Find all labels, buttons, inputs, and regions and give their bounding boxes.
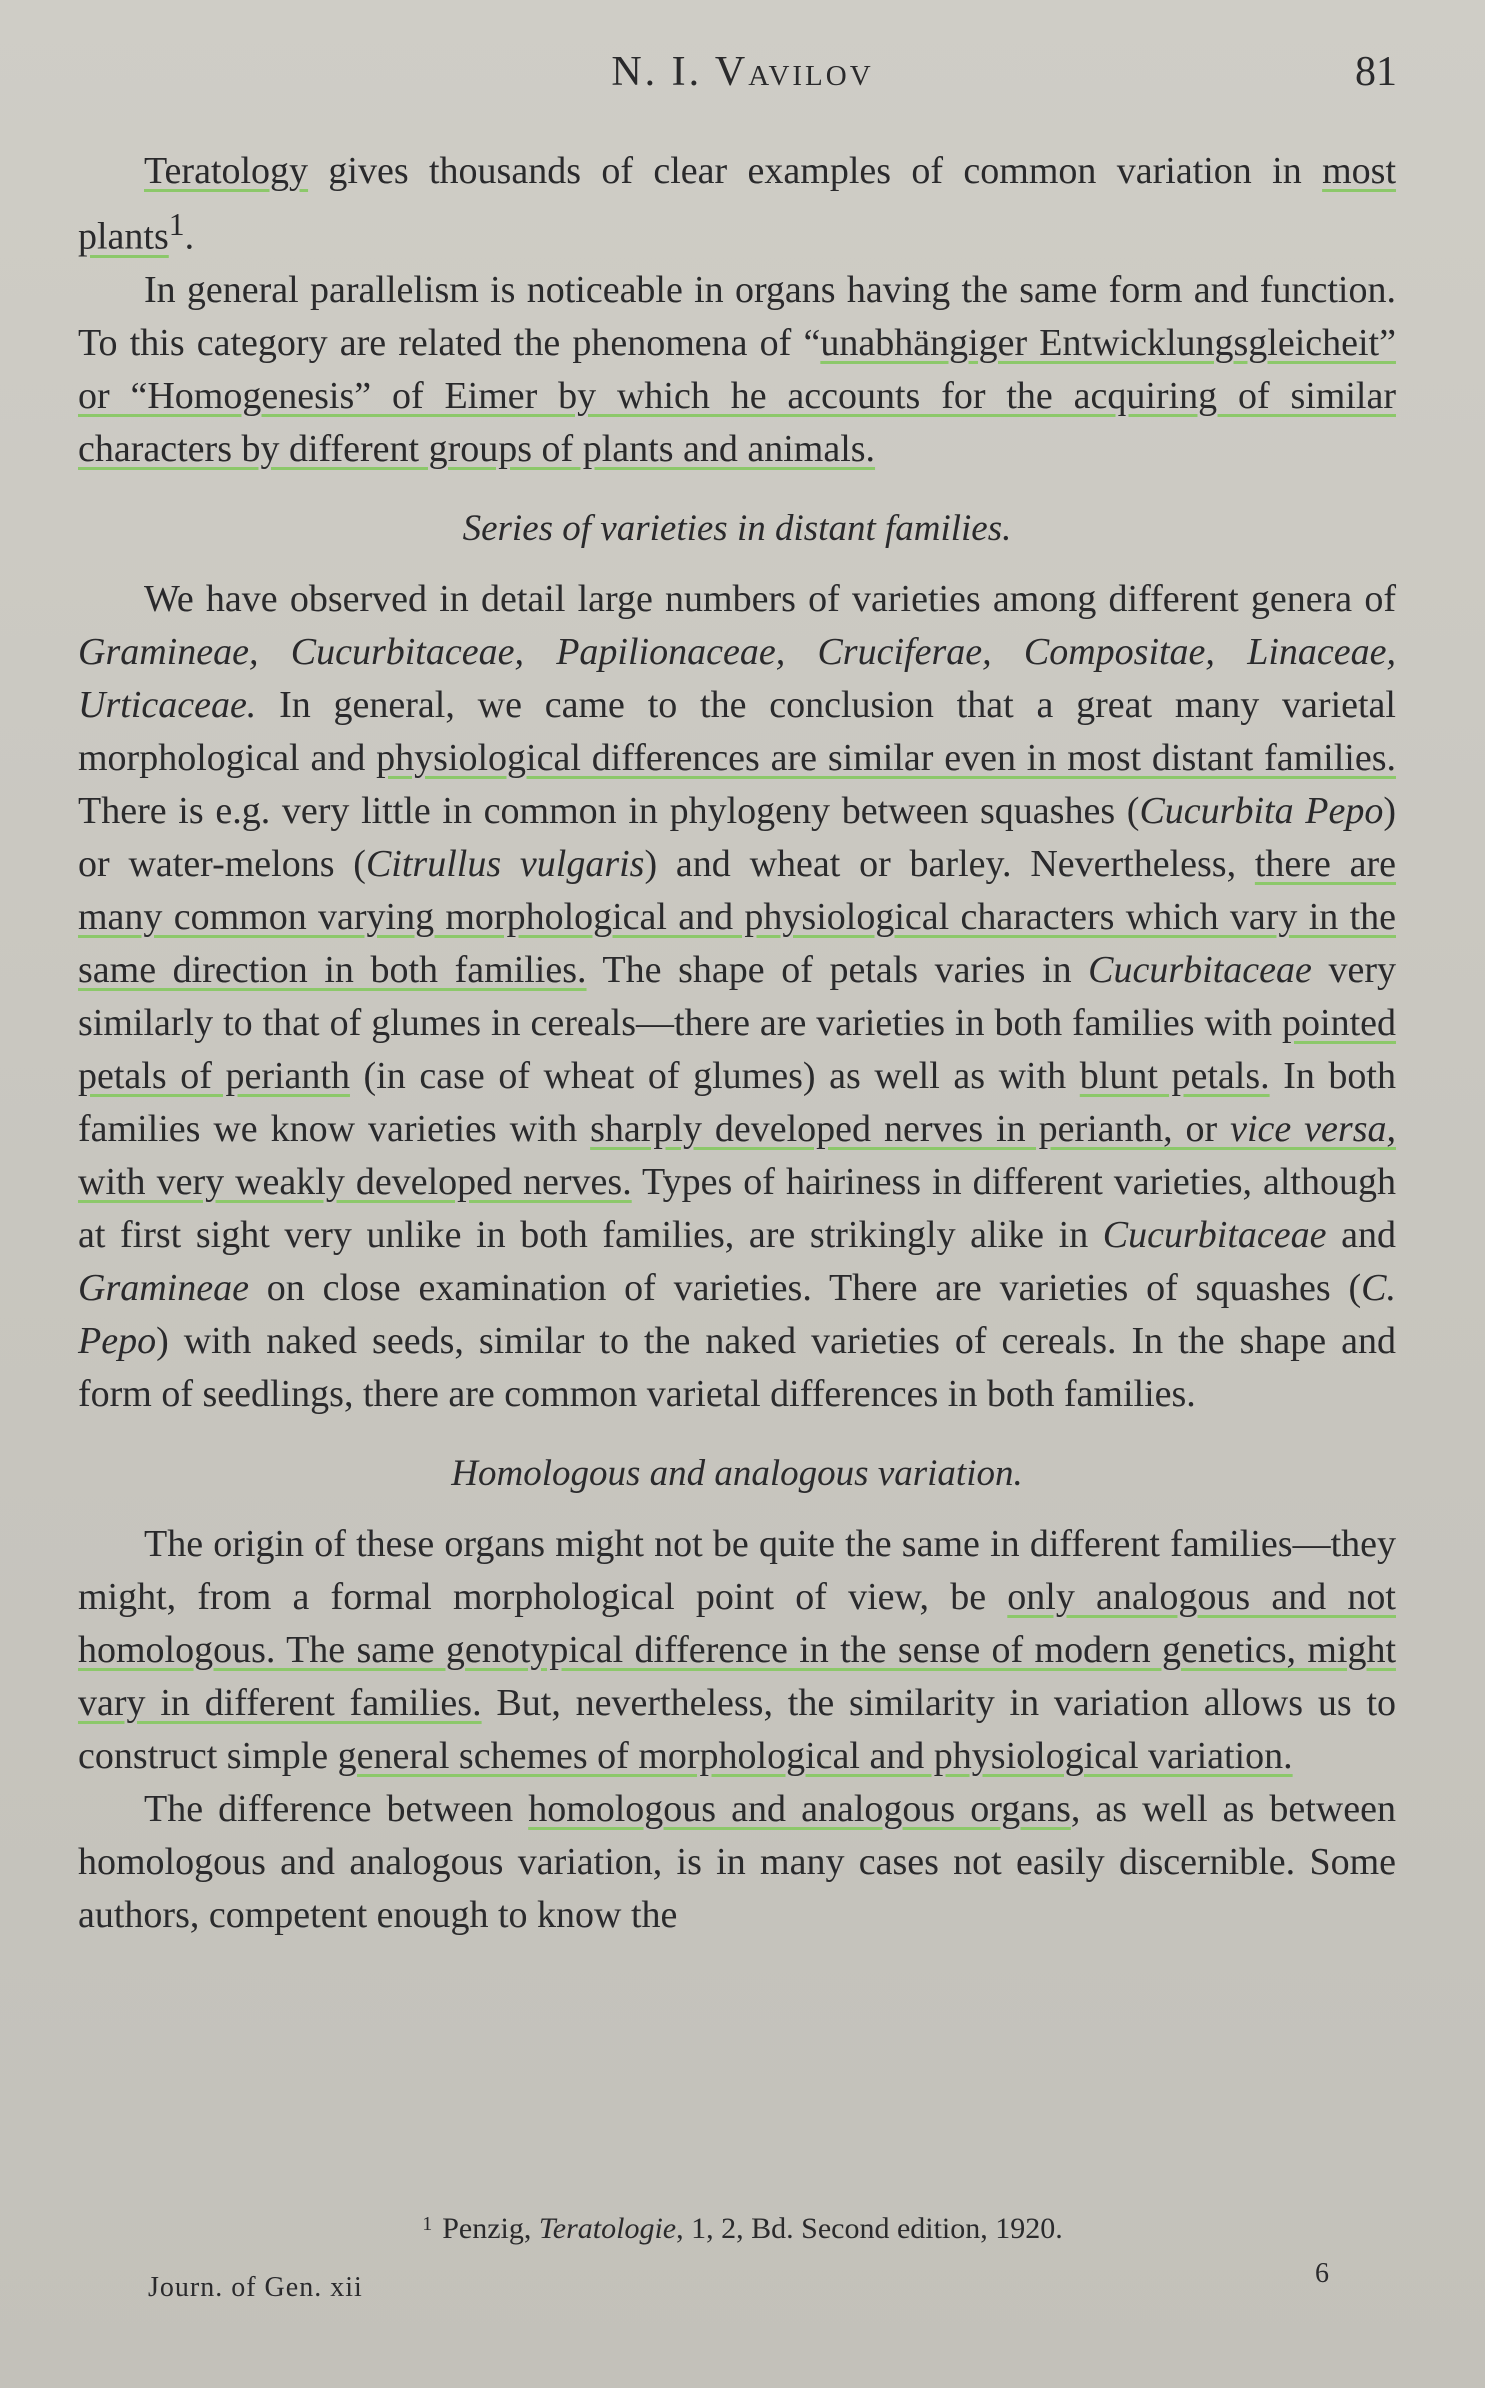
family-name: Cucurbitaceae xyxy=(1102,1213,1327,1256)
underlined-text: pointed petals of perianth xyxy=(78,1001,1396,1097)
vice-versa: vice versa, xyxy=(1230,1107,1396,1150)
genus-list: Gramineae, Cucurbitaceae, Papilionaceae, Cruciferae, Compositae, Linaceae, Urticaceae. xyxy=(78,630,1396,726)
underlined-text: general schemes of morphological and physiological variation. xyxy=(337,1734,1293,1777)
underlined-text: only analogous and not homologous. The same genotypical difference in the sense of modern genetics, might vary in different families. xyxy=(78,1575,1396,1724)
text-run: and xyxy=(1326,1213,1396,1256)
family-name: Gramineae xyxy=(78,1266,249,1309)
underlined-text: with very weakly developed nerves. xyxy=(78,1160,632,1203)
journal-footer: Journ. of Gen. xii xyxy=(148,2272,363,2303)
text-run: , as well as between homologous and analogous variation, is in many cases not easily discernible. Some authors, competent enough to know the xyxy=(78,1787,1396,1936)
underlined-text: physiological differences are similar even in most distant families. xyxy=(376,736,1396,779)
section-title-homologous: Homologous and analogous variation. xyxy=(451,1452,1023,1494)
signature-mark: 6 xyxy=(1315,2258,1329,2289)
section-title-series: Series of varieties in distant families. xyxy=(462,507,1012,549)
text-run: . xyxy=(184,215,195,258)
page-header xyxy=(0,48,1485,108)
running-head: N. I. Vavilov xyxy=(611,49,874,95)
text-run: on close examination of varieties. There are varieties of squashes ( xyxy=(248,1266,1362,1309)
text-run: ) and wheat or barley. Nevertheless, xyxy=(644,842,1255,885)
paragraph-origin xyxy=(78,1518,1396,1783)
family-name: Cucurbitaceae xyxy=(1088,948,1312,991)
underlined-text: most plants xyxy=(78,150,1396,258)
text-run: But, nevertheless, the similarity in variation allows us to construct simple xyxy=(78,1681,1397,1777)
footnote-marker: 1 xyxy=(168,207,185,242)
text-run: Types of hairiness in different varieties, although at first sight very unlike in both families, are strikingly alike in xyxy=(78,1160,1396,1256)
text-run: We have observed in detail large numbers of varieties among different genera of xyxy=(144,577,1396,620)
species-name: Cucurbita Pepo xyxy=(1139,789,1384,832)
text-run: In general, we came to the conclusion that a great many varietal morphological and xyxy=(78,683,1396,779)
footnote-details: , 1, 2, Bd. Second edition, 1920. xyxy=(676,2212,1063,2245)
text-run: (in case of wheat of glumes) as well as with xyxy=(349,1054,1080,1097)
paragraph-varieties xyxy=(78,573,1396,1421)
footnote xyxy=(0,2212,1485,2246)
species-name: C. Pepo xyxy=(78,1266,1396,1362)
text-run: The shape of petals varies in xyxy=(586,948,1089,991)
text-run: very similarly to that of glumes in cereals—there are varieties in both families with xyxy=(78,948,1396,1044)
underlined-text: there are many common varying morphological and physiological characters which vary in the same direction in both families. xyxy=(78,842,1396,991)
underlined-text: homologous and analogous organs xyxy=(528,1787,1071,1830)
page-number: 81 xyxy=(1355,49,1397,95)
footnote-author: Penzig, xyxy=(442,2212,539,2245)
species-name: Citrullus vulgaris xyxy=(365,842,645,885)
footnote-marker: 1 xyxy=(422,2213,433,2235)
text-run: The origin of these organs might not be quite the same in different families—they might, from a formal morphological point of view, be xyxy=(78,1522,1396,1618)
underlined-text: sharply developed nerves in perianth, or xyxy=(590,1107,1231,1150)
text-run: The difference between xyxy=(144,1787,529,1830)
paragraph-teratology xyxy=(78,145,1396,264)
text-run: There is e.g. very little in common in phylogeny between squashes ( xyxy=(78,789,1140,832)
paragraph-difference xyxy=(78,1783,1396,1942)
underlined-text: blunt petals. xyxy=(1079,1054,1270,1097)
underlined-text: unabhängiger Entwicklungsgleicheit” or “Homogenesis” of Eimer by which he accounts for the acquiring of similar characters by different groups of plants and animals. xyxy=(78,321,1396,470)
underlined-text: Teratology xyxy=(144,150,309,192)
text-run: In both families we know varieties with xyxy=(78,1054,1396,1150)
paragraph-parallelism xyxy=(78,264,1396,476)
text-run: gives thousands of clear examples of common variation in xyxy=(308,150,1323,192)
text-run: ) with naked seeds, similar to the naked varieties of cereals. In the shape and form of seedlings, there are common varietal differences in both families. xyxy=(78,1319,1396,1415)
body-text xyxy=(78,145,1396,1942)
text-run: In general parallelism is noticeable in organs having the same form and function. To this category are related the phenomena of “ xyxy=(78,268,1396,364)
footnote-work: Teratologie xyxy=(538,2212,677,2245)
text-run: ) or water-melons ( xyxy=(78,789,1396,885)
